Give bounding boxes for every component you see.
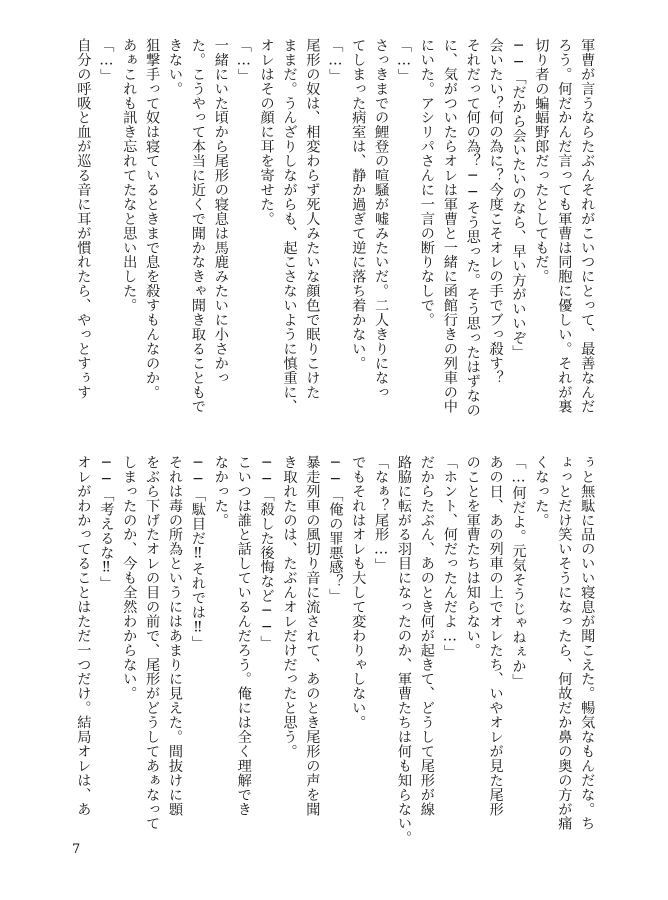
text-line: あぁこれも訊き忘れてたなと思い出した。	[121, 38, 138, 313]
text-line: 路脇に転がる羽目になったのか、軍曹たちは何も知らない。	[396, 455, 412, 846]
text-line: ろう。何だかんだ言っても軍曹は同胞に優しい。それが裏	[556, 38, 573, 414]
text-line: こいつは誰と話しているんだろう。俺には全く理解でき	[235, 455, 252, 817]
text-line: だからたぶん、あのとき何が起きて、どうして尾形が線	[418, 455, 435, 817]
text-line: なかった。	[212, 455, 229, 528]
text-line: 一緒にいた頃から尾形の寝息は馬鹿みたいに小さかっ	[212, 38, 229, 385]
bottom-text-block	[0, 455, 668, 846]
text-line: をぶら下げたオレの目の前で、尾形がどうしてあぁなって	[144, 455, 161, 831]
text-line: に、気がついたらオレは軍曹と一緒に函館行きの列車の中	[441, 38, 458, 414]
text-line: それは毒の所為というにはあまりに見えた。間抜けに顋	[167, 455, 183, 817]
text-line: 「ホント、何だったんだよ…」	[441, 455, 458, 660]
text-line: ──「俺の罪悪感？」	[327, 455, 344, 604]
text-line: ──「殺した後悔など──」	[258, 455, 275, 651]
text-line: き取れたのは、たぶんオレだけだったと思う。	[281, 455, 298, 759]
page-number: 7	[72, 842, 81, 857]
text-line: てしまった病室は、静か過ぎて逆に落ち着かない。	[350, 38, 367, 371]
text-line: きない。	[167, 38, 183, 96]
text-line: 暴走列車の風切り音に流されて、あのとき尾形の声を聞	[304, 455, 321, 817]
text-line: 「…何だよ。元気そうじゃねぇか」	[510, 455, 527, 688]
text-line: 尾形の奴は、相変わらず死人みたいな顔色で眠りこけた	[304, 38, 321, 400]
text-line: ──「考えるな‼」	[98, 455, 115, 591]
text-line: ょっとだけ笑いそうになったら、何故だか鼻の奥の方が痛	[556, 455, 573, 831]
text-line: オレはその顔に耳を寄せた。	[258, 38, 275, 226]
text-line: 自分の呼吸と血が巡る音に耳が慣れたら、やっとすぅす	[75, 38, 92, 400]
text-line: しまったのか、今も全然わからない。	[121, 455, 138, 701]
text-line: でもそれはオレも大して変わりゃしない。	[350, 455, 367, 730]
text-line: あの日、あの列車の上でオレたち、いやオレが見た尾形	[487, 455, 504, 817]
text-line: 会いたい？何の為に？今度こそオレの手でブっ殺す？	[487, 38, 504, 385]
text-line: 狙撃手って奴は寝ているときまで息を殺すもんなのか。	[144, 38, 161, 400]
text-line: た。こうやって本当に近くで聞かなきゃ聞き取ることもで	[189, 38, 206, 414]
text-line: 「なぁ？尾形…」	[373, 455, 390, 573]
top-text-block	[0, 38, 668, 423]
text-line: 「…」	[327, 38, 344, 84]
text-line: 軍曹が言うならたぶんそれがこいつにとって、最善なんだ	[579, 38, 596, 414]
text-line: オレがわかってることはただ一つだけ。結局オレは、あ	[75, 455, 92, 817]
text-line: くなった。	[533, 455, 550, 528]
text-line: ぅと無駄に品のいい寝息が聞こえた。暢気なもんだな。ち	[579, 455, 596, 831]
text-line: のことを軍曹たちは知らない。	[464, 455, 481, 658]
text-line: 「…」	[98, 38, 115, 84]
text-line: にいた。アシリパさんに一言の断りなしで。	[418, 38, 435, 327]
text-line: ままだ。うんざりしながらも、起こさないように慎重に、	[281, 38, 298, 414]
text-line: それだって何の為？──そう思った。そう思ったはずなの	[464, 38, 481, 418]
text-line: 切り者の蝙蝠野郎だったとしてもだ。	[533, 38, 550, 284]
text-line: 「…」	[235, 38, 252, 84]
text-line: ──「だから会いたいのなら、早い方がいいぞ」	[510, 38, 527, 360]
text-line: ──「駄目だ‼それでは‼」	[189, 455, 206, 651]
text-line: 「…」	[396, 38, 412, 84]
text-line: さっきまでの鯉登の喧騒が嘘みたいだ。二人きりになっ	[373, 38, 390, 400]
